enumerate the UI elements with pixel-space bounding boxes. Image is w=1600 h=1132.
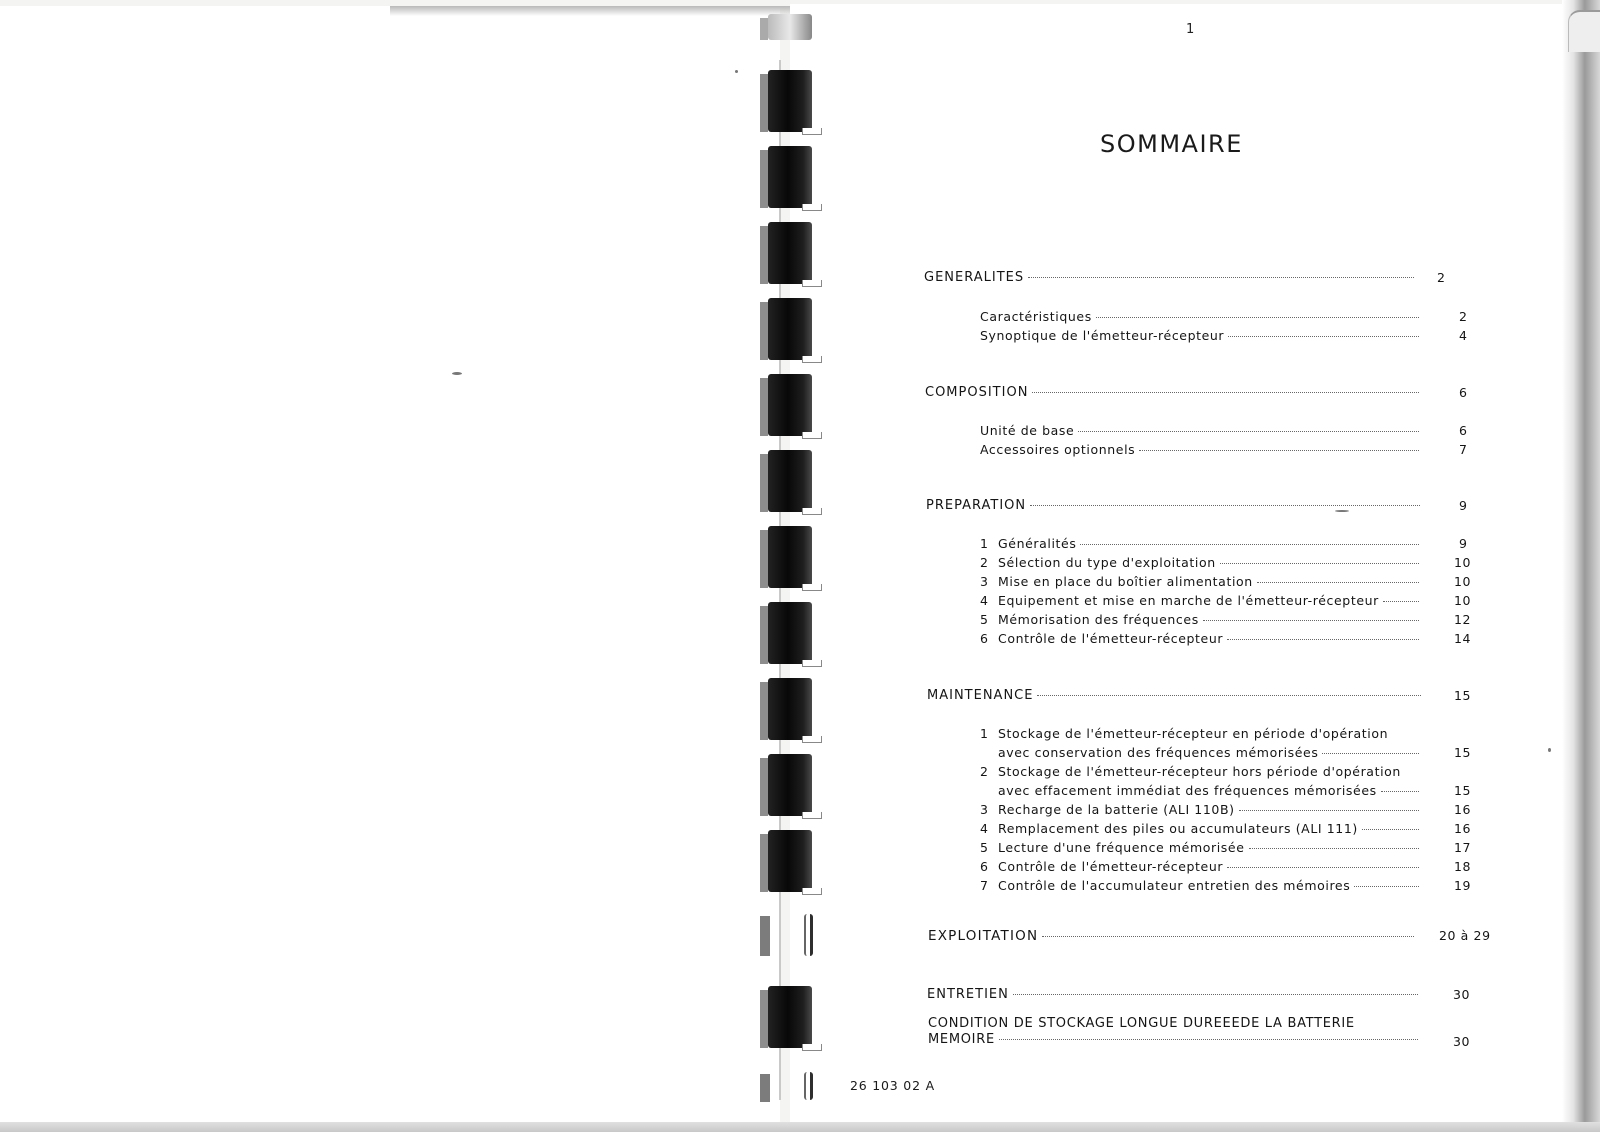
toc-page: 17 [1454, 840, 1472, 855]
toc-page: 16 [1454, 802, 1472, 817]
binding-ring-open [760, 908, 818, 970]
toc-item: 2 Sélection du type d'exploitation [980, 555, 1425, 570]
dot-leader [1249, 848, 1420, 849]
scan-speck [452, 372, 462, 375]
dot-leader [1032, 392, 1419, 393]
toc-heading-line1: CONDITION DE STOCKAGE LONGUE DUREEEDE LA BATTERIE [928, 1016, 1355, 1031]
dot-leader [1203, 620, 1419, 621]
dot-leader [1354, 886, 1419, 887]
toc-page: 18 [1454, 859, 1472, 874]
toc-page: 12 [1454, 612, 1472, 627]
dot-leader [999, 1039, 1418, 1040]
top-edge-shadow [390, 6, 810, 16]
dot-leader [1257, 582, 1419, 583]
toc-item-line1: 1 Stockage de l'émetteur-récepteur en période d'opération [980, 726, 1389, 741]
toc-section-maintenance [927, 688, 1427, 703]
toc-item: Synoptique de l'émetteur-récepteur [980, 328, 1425, 343]
dot-leader [1228, 336, 1419, 337]
toc-page: 15 [1454, 745, 1472, 760]
toc-section-entretien [927, 987, 1424, 1002]
toc-heading: GENERALITES [924, 270, 1025, 285]
toc-section-composition [925, 385, 1425, 400]
toc-page: 9 [1459, 536, 1468, 551]
dot-leader [1013, 994, 1418, 995]
toc-page: 20 à 29 [1439, 928, 1491, 943]
toc-item: 7 Contrôle de l'accumulateur entretien des mémoires [980, 878, 1425, 893]
toc-item: 4 Equipement et mise en marche de l'émetteur-récepteur [980, 593, 1425, 608]
binding-ring [760, 754, 818, 816]
toc-page: 30 [1453, 987, 1471, 1002]
toc-page: 9 [1459, 498, 1468, 513]
toc-item: 3 Recharge de la batterie (ALI 110B) [980, 802, 1425, 817]
toc-page: 2 [1437, 270, 1446, 285]
toc-section-preparation [926, 498, 1426, 513]
toc-item: 5 Mémorisation des fréquences [980, 612, 1425, 627]
dot-leader [1227, 639, 1419, 640]
toc-heading: PREPARATION [926, 498, 1027, 513]
toc-page: 10 [1454, 555, 1472, 570]
toc-item: 5 Lecture d'une fréquence mémorisée [980, 840, 1425, 855]
binding-ring [760, 70, 818, 132]
toc-page: 10 [1454, 574, 1472, 589]
binding-ring [760, 374, 818, 436]
toc-item-line1: 2 Stockage de l'émetteur-récepteur hors période d'opération [980, 764, 1401, 779]
toc-page: 30 [1453, 1034, 1471, 1049]
toc-page: 15 [1454, 783, 1472, 798]
dot-leader [1139, 450, 1419, 451]
toc-page: 6 [1459, 385, 1468, 400]
toc-page: 2 [1459, 309, 1468, 324]
dot-leader [1227, 867, 1419, 868]
toc-section-generalites [924, 270, 1420, 285]
page-edge-bottom [0, 1122, 1600, 1132]
toc-item: avec effacement immédiat des fréquences mémorisées [998, 783, 1425, 798]
toc-heading: COMPOSITION [925, 385, 1029, 400]
document-reference: 26 103 02 A [850, 1078, 935, 1093]
toc-item: 6 Contrôle de l'émetteur-récepteur [980, 631, 1425, 646]
dot-leader [1096, 317, 1419, 318]
dot-leader [1037, 695, 1421, 696]
page-edge-right [1562, 0, 1600, 1132]
toc-page: 14 [1454, 631, 1472, 646]
toc-heading: ENTRETIEN [927, 987, 1009, 1002]
toc-item: 4 Remplacement des piles ou accumulateurs (ALI 111) [980, 821, 1425, 836]
toc-heading: EXPLOITATION [928, 928, 1039, 944]
toc-item: Accessoires optionnels [980, 442, 1425, 457]
dot-leader [1383, 601, 1419, 602]
toc-heading: MEMOIRE [928, 1032, 995, 1047]
dot-leader [1381, 791, 1419, 792]
binding-ring [760, 986, 818, 1048]
dot-leader [1239, 810, 1419, 811]
page-corner-curl [1568, 10, 1600, 52]
toc-page: 7 [1459, 442, 1468, 457]
left-blank-page [0, 6, 780, 1126]
toc-item: avec conservation des fréquences mémorisées [998, 745, 1425, 760]
toc-page: 6 [1459, 423, 1468, 438]
toc-item: 1 Généralités [980, 536, 1425, 551]
toc-heading: MAINTENANCE [927, 688, 1034, 703]
dot-leader [1080, 544, 1419, 545]
toc-item: Unité de base [980, 423, 1425, 438]
dot-leader [1028, 277, 1414, 278]
page-number: 1 [1186, 22, 1195, 37]
toc-item: Caractéristiques [980, 309, 1425, 324]
dot-leader [1362, 829, 1419, 830]
toc-section-condition-stockage [928, 1032, 1424, 1047]
scan-speck [1548, 748, 1551, 752]
binding-ring-open [760, 1066, 818, 1106]
toc-page: 16 [1454, 821, 1472, 836]
binding-ring [760, 222, 818, 284]
toc-item: 6 Contrôle de l'émetteur-récepteur [980, 859, 1425, 874]
binding-ring [760, 298, 818, 360]
toc-section-exploitation [928, 928, 1420, 944]
dot-leader [1078, 431, 1419, 432]
toc-page: 10 [1454, 593, 1472, 608]
dot-leader [1220, 563, 1419, 564]
binding-ring [760, 146, 818, 208]
page-title: SOMMAIRE [1100, 130, 1243, 158]
binding-ring [760, 14, 818, 40]
toc-item: 3 Mise en place du boîtier alimentation [980, 574, 1425, 589]
binding-ring [760, 526, 818, 588]
scan-speck [735, 70, 738, 73]
binding-ring [760, 602, 818, 664]
binding-ring [760, 450, 818, 512]
dot-leader [1322, 753, 1419, 754]
toc-page: 4 [1459, 328, 1468, 343]
toc-page: 15 [1454, 688, 1472, 703]
dot-leader [1042, 936, 1414, 937]
binding-ring [760, 678, 818, 740]
toc-page: 19 [1454, 878, 1472, 893]
dot-leader [1030, 505, 1420, 506]
binding-ring [760, 830, 818, 892]
